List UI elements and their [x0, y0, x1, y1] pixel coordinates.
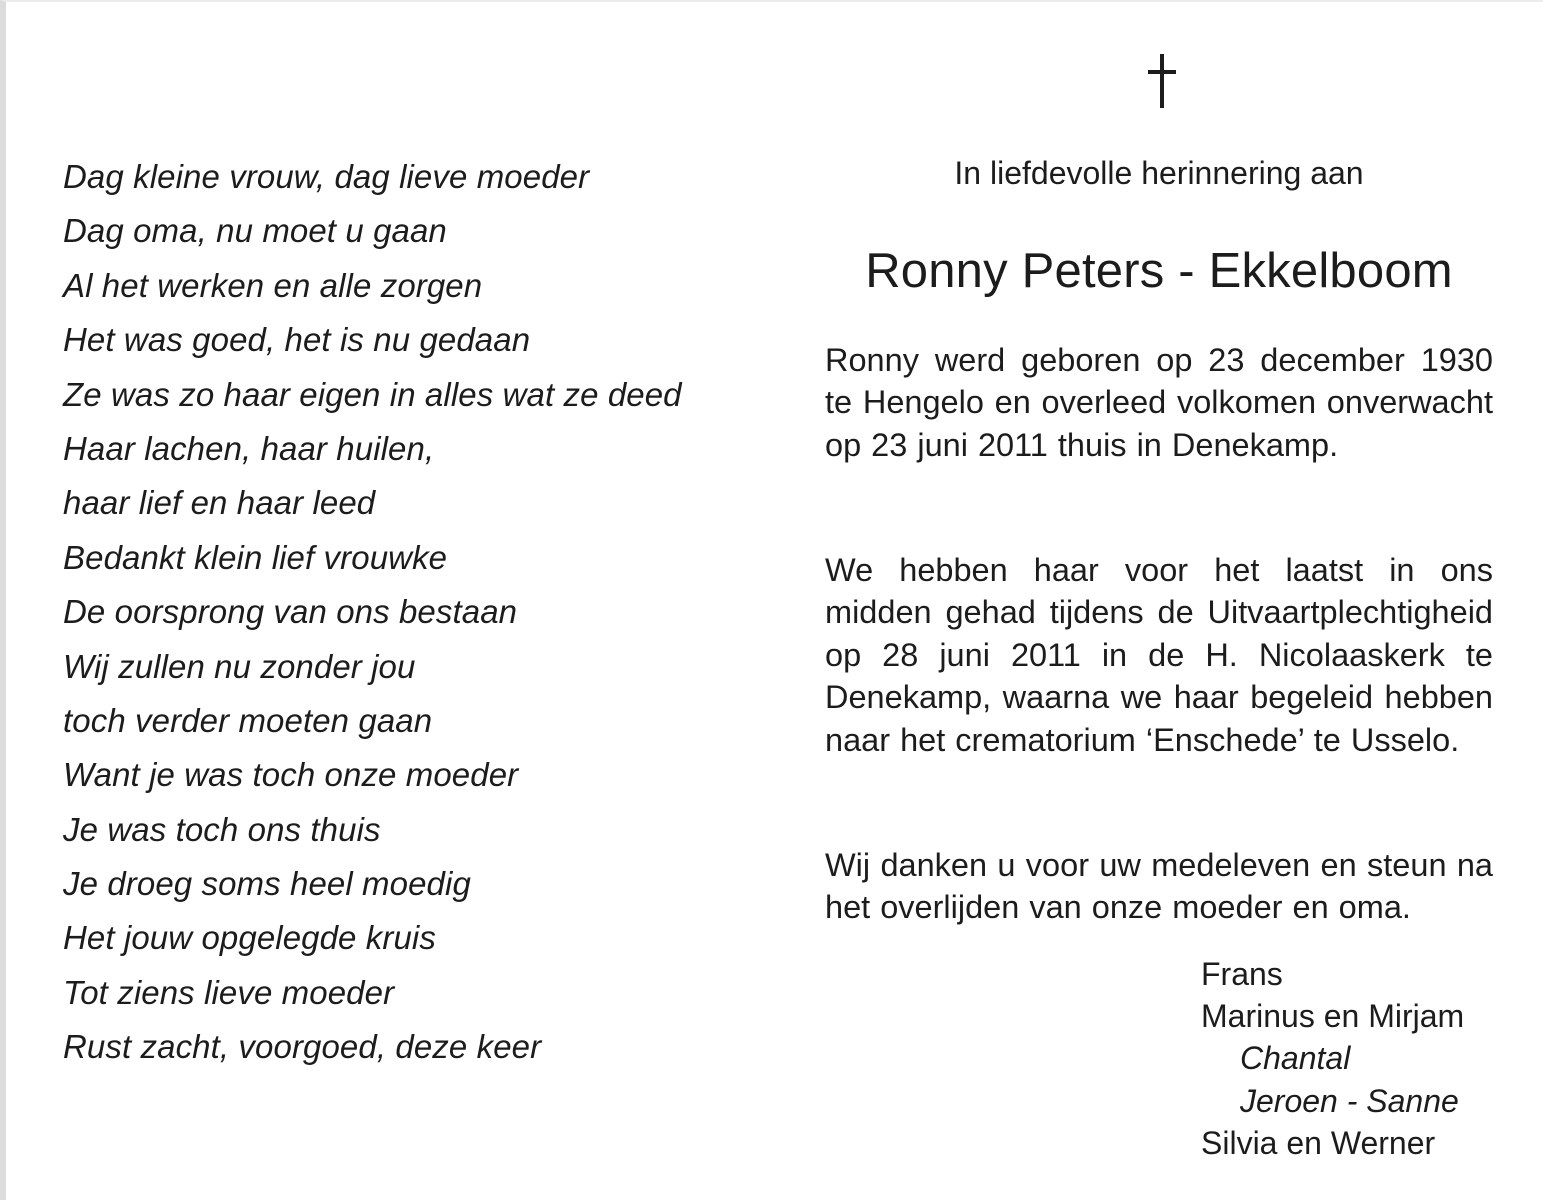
funeral-paragraph: We hebben haar voor het laatst in ons midden gehad tijdens de Uitvaartplechtigheid op 28 juni 2011 in de H. Nicolaaskerk te Denekamp, waarna we haar begeleid hebben naar het crematorium ‘Enschede’ te Usselo. — [825, 552, 1493, 758]
family-member: Silvia en Werner — [1201, 1124, 1436, 1161]
poem-line: Rust zacht, voorgoed, deze keer — [63, 1028, 542, 1066]
poem-line: toch verder moeten gaan — [63, 701, 433, 739]
cross-upright — [1160, 54, 1164, 108]
grandchild: Chantal — [1240, 1040, 1351, 1077]
thanks-paragraph: Wij danken u voor uw medeleven en steun na het overlijden van onze moeder en oma. — [825, 847, 1493, 926]
poem-line: Dag kleine vrouw, dag lieve moeder — [63, 158, 590, 195]
family-member: Frans — [1201, 956, 1283, 992]
family-member: Marinus en Mirjam — [1201, 998, 1465, 1035]
poem-line: Je was toch ons thuis — [63, 810, 381, 848]
poem-line: Al het werken en alle zorgen — [63, 266, 483, 304]
poem-line: haar lief en haar leed — [63, 484, 376, 522]
poem-line: Ze was zo haar eigen in alles wat ze deed — [63, 375, 682, 413]
latin-cross-icon — [1145, 54, 1179, 114]
poem-line: Wij zullen nu zonder jou — [63, 647, 416, 685]
poem-line: Je droeg soms heel moedig — [63, 865, 471, 903]
poem-line: Tot ziens lieve moeder — [63, 973, 395, 1011]
poem-line: Haar lachen, haar huilen, — [63, 429, 435, 467]
intro-text: In liefdevolle herinnering aan — [954, 155, 1364, 191]
cross-beam — [1148, 70, 1176, 74]
grandchild: Jeroen - Sanne — [1240, 1082, 1459, 1119]
deceased-name: Ronny Peters - Ekkelboom — [865, 244, 1453, 298]
poem-line: De oorsprong van ons bestaan — [63, 593, 518, 631]
birth-death-paragraph: Ronny werd geboren op 23 december 1930 te Hengelo en overleed volkomen onverwacht op 23 juni 2011 thuis in Denekamp. — [825, 342, 1493, 463]
poem-line: Het was goed, het is nu gedaan — [63, 321, 531, 359]
poem-line: Het jouw opgelegde kruis — [63, 919, 436, 957]
poem-line: Want je was toch onze moeder — [63, 756, 519, 794]
family-list — [1201, 953, 1511, 1164]
poem-line: Dag oma, nu moet u gaan — [63, 212, 447, 250]
poem — [63, 150, 763, 1075]
poem-line: Bedankt klein lief vrouwke — [63, 538, 448, 576]
